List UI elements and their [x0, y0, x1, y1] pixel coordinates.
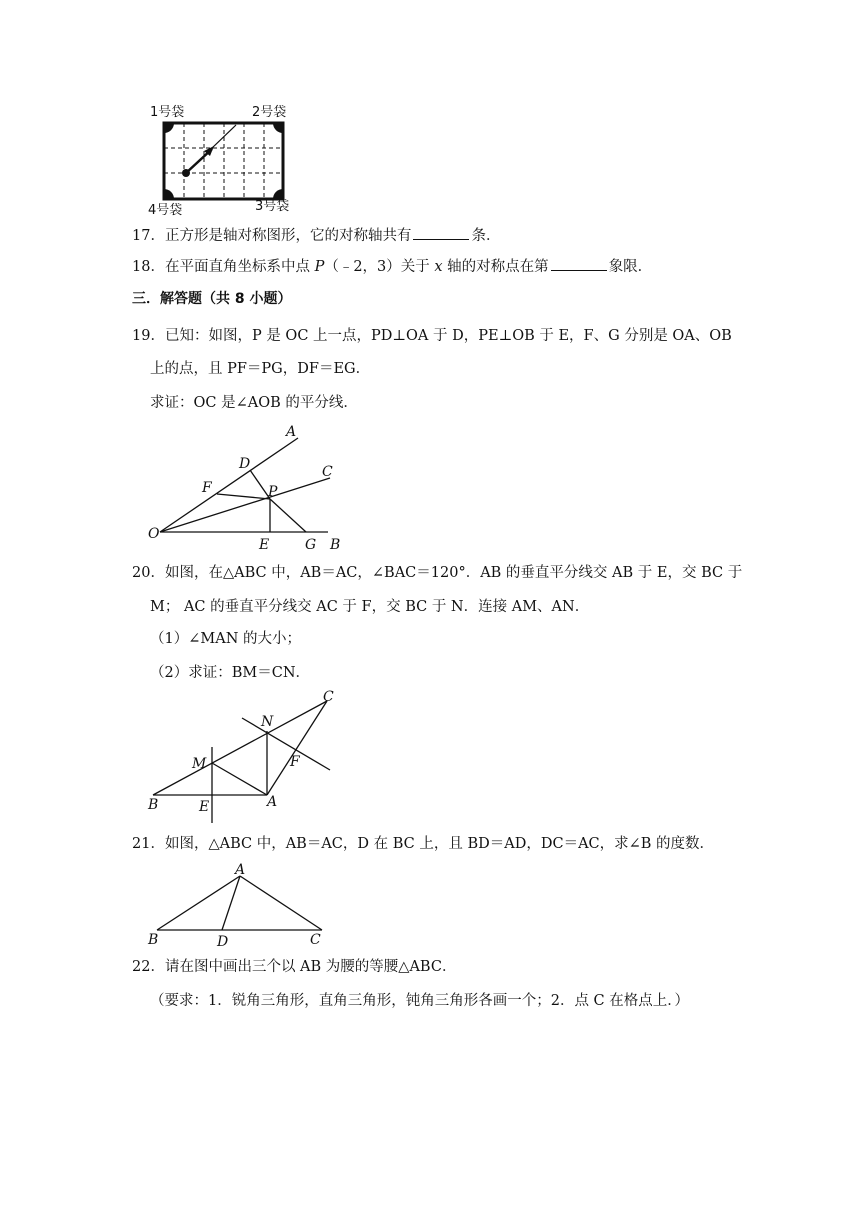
- label-G: G: [305, 537, 317, 553]
- q21-number: 21．: [132, 836, 165, 852]
- bag1-label: 1号袋: [150, 105, 185, 120]
- q19-text-1: 已知：如图，P 是 OC 上一点，PD⊥OA 于 D，PE⊥OB 于 E，F、G 分别是 OA、OB: [164, 328, 732, 344]
- q21-text-1: 如图，△ABC 中，AB＝AC，D 在 BC 上，且 BD＝AD，DC＝AC，求∠B 的度数．: [164, 836, 715, 852]
- label-B-20: B: [148, 797, 159, 813]
- q22-number: 22．: [132, 959, 165, 975]
- label-A-20: A: [267, 794, 278, 810]
- label-A: A: [286, 424, 297, 440]
- q18-text-3: 轴的对称点在第: [442, 259, 549, 275]
- q18-text-end: 象限．: [608, 259, 653, 275]
- label-B-21: B: [148, 932, 159, 948]
- label-C: C: [322, 464, 333, 480]
- bag2-label: 2号袋: [252, 105, 287, 120]
- label-D: D: [239, 456, 251, 472]
- q22-text-1: 请在图中画出三个以 AB 为腰的等腰△ABC．: [164, 959, 457, 975]
- q18-number: 18．: [132, 259, 165, 275]
- label-C-21: C: [310, 932, 321, 948]
- label-M-20: M: [192, 756, 207, 772]
- q22-line1: [132, 957, 456, 977]
- label-F-20: F: [290, 754, 300, 770]
- label-C-20: C: [323, 689, 334, 705]
- label-B: B: [330, 537, 341, 553]
- q18-text-2: （﹣2，3）关于: [324, 259, 435, 275]
- label-P: P: [268, 484, 278, 500]
- q19-line2: 上的点，且 PF＝PG，DF＝EG．: [150, 361, 371, 377]
- segment-AB-21: [157, 876, 240, 930]
- label-N-20: N: [261, 714, 274, 730]
- label-A-21: A: [235, 862, 246, 878]
- bag3-label: 3号袋: [255, 199, 290, 214]
- label-F: F: [202, 480, 212, 496]
- label-E-20: E: [199, 799, 210, 815]
- label-E: E: [259, 537, 270, 553]
- q17-text: 正方形是轴对称图形，它的对称轴共有: [164, 228, 412, 244]
- q17-number: 17．: [132, 228, 165, 244]
- section-heading: 三．解答题（共 8 小题）: [132, 291, 292, 307]
- q20-part2: （2）求证：BM＝CN．: [150, 665, 311, 681]
- segment-AD-21: [222, 876, 240, 930]
- q20-line2: M； AC 的垂直平分线交 AC 于 F，交 BC 于 N．连接 AM、AN．: [150, 599, 590, 615]
- q19-line3: 求证：OC 是∠AOB 的平分线．: [150, 395, 358, 411]
- q22-line2: （要求：1．锐角三角形，直角三角形，钝角三角形各画一个；2．点 C 在格点上．）: [150, 993, 690, 1009]
- q19-number: 19．: [132, 328, 165, 344]
- q18-text: 在平面直角坐标系中点: [164, 259, 315, 275]
- label-O: O: [148, 526, 160, 542]
- q17-text-end: 条．: [471, 228, 501, 244]
- segment-AC-21: [240, 876, 322, 930]
- bag4-label: 4号袋: [148, 203, 183, 218]
- q18-axis: x: [434, 259, 443, 275]
- q20-number: 20．: [132, 565, 165, 581]
- q20-part1: （1）∠MAN 的大小；: [150, 631, 301, 647]
- q20-text-1: 如图，在△ABC 中，AB＝AC，∠BAC＝120°．AB 的垂直平分线交 AB 于 E，交 BC 于: [164, 565, 743, 581]
- label-D-21: D: [217, 934, 229, 950]
- q18-point: P: [314, 259, 325, 275]
